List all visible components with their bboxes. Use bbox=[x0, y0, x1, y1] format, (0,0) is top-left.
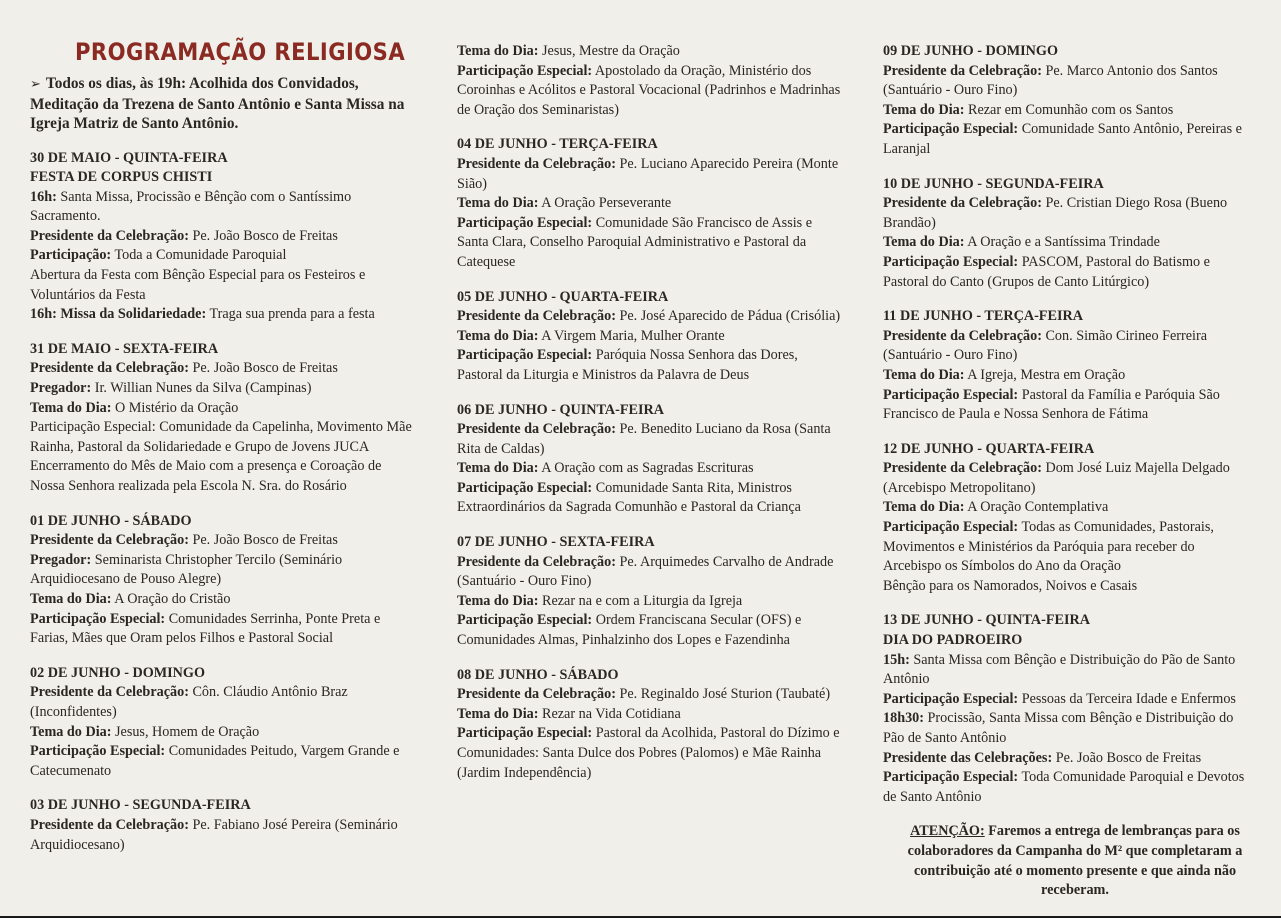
day-line: Presidente da Celebração: Pe. Benedito Luciano da Rosa (Santa Rita de Caldas) bbox=[457, 421, 831, 457]
day-heading: 01 DE JUNHO - SÁBADO bbox=[30, 512, 192, 529]
day-line: Participação Especial: PASCOM, Pastoral do Batismo e Pastoral do Canto (Grupos de Canto Litúrgico) bbox=[883, 253, 1210, 290]
column-middle bbox=[457, 42, 842, 798]
day-line: Tema do Dia: Rezar em Comunhão com os Santos bbox=[883, 101, 1174, 118]
day-line: Participação Especial: Todas as Comunidades, Pastorais, Movimentos e Ministérios da Paróquia para receber do Arcebispo os Símbolos do Ano da Oração bbox=[883, 519, 1214, 575]
day-line: Presidente da Celebração: Pe. João Bosco de Freitas bbox=[30, 227, 338, 244]
day-line: Abertura da Festa com Bênção Especial para os Festeiros e Voluntários da Festa bbox=[30, 267, 366, 303]
day-heading: 08 DE JUNHO - SÁBADO bbox=[457, 666, 619, 683]
day-block-june-09 bbox=[883, 42, 1253, 160]
day-line: Participação: Toda a Comunidade Paroquial bbox=[30, 247, 287, 264]
day-line: Pregador: Seminarista Christopher Tercilo (Seminário Arquidiocesano de Pouso Alegre) bbox=[30, 551, 343, 588]
day-line: Participação Especial: Paróquia Nossa Senhora das Dores, Pastoral da Liturgia e Ministros da Palavra de Deus bbox=[457, 347, 798, 383]
day-line: Participação Especial: Comunidade Santo Antônio, Pereiras e Laranjal bbox=[883, 121, 1242, 157]
day-line: Presidente da Celebração: Pe. Marco Antonio dos Santos (Santuário - Ouro Fino) bbox=[883, 62, 1218, 99]
day-line: Tema do Dia: Jesus, Mestre da Oração bbox=[457, 43, 680, 59]
day-line: Tema do Dia: A Oração Perseverante bbox=[457, 195, 672, 212]
day-line: Participação Especial: Pastoral da Família e Paróquia São Francisco de Paula e Nossa Senhora de Fátima bbox=[883, 386, 1220, 423]
day-line: 18h30: Procissão, Santa Missa com Bênção e Distribuição do Pão de Santo Antônio bbox=[883, 710, 1234, 746]
day-heading: 12 DE JUNHO - QUARTA-FEIRA bbox=[883, 440, 1095, 457]
day-line: Presidente da Celebração: Pe. Fabiano José Pereira (Seminário Arquidiocesano) bbox=[30, 816, 398, 853]
day-line: Presidente da Celebração: Côn. Cláudio Antônio Braz (Inconfidentes) bbox=[30, 684, 348, 720]
day-heading: 31 DE MAIO - SEXTA-FEIRA bbox=[30, 340, 219, 357]
day-subheading: DIA DO PADROEIRO bbox=[883, 632, 1023, 649]
day-heading: 10 DE JUNHO - SEGUNDA-FEIRA bbox=[883, 175, 1104, 192]
day-heading: 05 DE JUNHO - QUARTA-FEIRA bbox=[457, 288, 669, 305]
day-line: Participação Especial: Pessoas da Terceira Idade e Enfermos bbox=[883, 690, 1236, 707]
day-block-may-30 bbox=[30, 149, 415, 325]
day-heading: 07 DE JUNHO - SEXTA-FEIRA bbox=[457, 534, 655, 551]
day-heading: 13 DE JUNHO - QUINTA-FEIRA bbox=[883, 612, 1091, 629]
day-line: Pregador: Ir. Willian Nunes da Silva (Campinas) bbox=[30, 380, 312, 397]
day-block-june-10 bbox=[883, 175, 1253, 293]
day-heading: 30 DE MAIO - QUINTA-FEIRA bbox=[30, 149, 228, 166]
page-title: PROGRAMAÇÃO RELIGIOSA bbox=[75, 38, 406, 66]
day-line: Presidente da Celebração: Pe. Luciano Aparecido Pereira (Monte Sião) bbox=[457, 155, 839, 192]
day-line: Tema do Dia: A Virgem Maria, Mulher Orante bbox=[457, 327, 725, 344]
day-subheading: FESTA DE CORPUS CHISTI bbox=[30, 169, 213, 186]
day-line: Presidente da Celebração: Pe. Arquimedes Carvalho de Andrade (Santuário - Ouro Fino) bbox=[457, 553, 834, 590]
day-line: 16h: Santa Missa, Procissão e Bênção com o Santíssimo Sacramento. bbox=[30, 188, 352, 225]
day-line: 16h: Missa da Solidariedade: Traga sua prenda para a festa bbox=[30, 306, 375, 323]
arrow-bullet-icon: ➢ bbox=[30, 77, 41, 92]
day-block-june-01 bbox=[30, 512, 415, 649]
day-heading: 11 DE JUNHO - TERÇA-FEIRA bbox=[883, 308, 1083, 325]
day-line: Participação Especial: Comunidades Serrinha, Ponte Preta e Farias, Mães que Oram pelos Filhos e Pastoral Social bbox=[30, 610, 381, 647]
day-heading: 09 DE JUNHO - DOMINGO bbox=[883, 43, 1058, 59]
day-line: Participação Especial: Comunidade Santa Rita, Ministros Extraordinários da Sagrada Comunhão e Pastoral da Criança bbox=[457, 479, 801, 516]
day-heading: 02 DE JUNHO - DOMINGO bbox=[30, 664, 205, 681]
day-heading: 06 DE JUNHO - QUINTA-FEIRA bbox=[457, 401, 665, 418]
day-line: Tema do Dia: Jesus, Homem de Oração bbox=[30, 723, 260, 740]
day-line: Presidente da Celebração: Dom José Luiz Majella Delgado (Arcebispo Metropolitano) bbox=[883, 460, 1230, 496]
day-line: Tema do Dia: O Mistério da Oração bbox=[30, 399, 239, 416]
day-block-june-03-part2 bbox=[457, 42, 842, 120]
attention-notice: ATENÇÃO: Faremos a entrega de lembranças para os colaboradores da Campanha do M² que completaram a contribuição até o momento presente e que ainda não receberam. bbox=[907, 823, 1243, 899]
day-line: Presidente da Celebração: Pe. Reginaldo José Sturion (Taubaté) bbox=[457, 686, 831, 703]
day-line: Presidente da Celebração: Pe. João Bosco de Freitas bbox=[30, 360, 338, 377]
day-line: Presidente da Celebração: Con. Simão Cirineo Ferreira (Santuário - Ouro Fino) bbox=[883, 327, 1208, 364]
day-line: Presidente da Celebração: Pe. João Bosco de Freitas bbox=[30, 532, 338, 549]
day-line: Presidente das Celebrações: Pe. João Bosco de Freitas bbox=[883, 749, 1202, 766]
day-block-june-05 bbox=[457, 288, 842, 386]
day-line: Tema do Dia: Rezar na e com a Liturgia da Igreja bbox=[457, 592, 743, 609]
day-line: Tema do Dia: Rezar na Vida Cotidiana bbox=[457, 705, 681, 722]
day-block-june-02 bbox=[30, 664, 415, 782]
day-line: Participação Especial: Comunidade da Capelinha, Movimento Mãe Rainha, Pastoral da Solidariedade e Grupo de Jovens JUCA bbox=[30, 419, 412, 455]
day-heading: 03 DE JUNHO - SEGUNDA-FEIRA bbox=[30, 797, 251, 814]
day-line: Tema do Dia: A Oração com as Sagradas Escrituras bbox=[457, 460, 754, 477]
day-line: Participação Especial: Toda Comunidade Paroquial e Devotos de Santo Antônio bbox=[883, 769, 1245, 805]
day-block-may-31 bbox=[30, 340, 415, 497]
column-left bbox=[30, 38, 415, 870]
day-line: 15h: Santa Missa com Bênção e Distribuição do Pão de Santo Antônio bbox=[883, 651, 1236, 688]
intro-note: ➢ Todos os dias, às 19h: Acolhida dos Convidados, Meditação da Trezena de Santo Antônio e Santa Missa na Igreja Matriz de Santo Antônio. bbox=[30, 75, 405, 132]
day-block-june-03-part1 bbox=[30, 796, 415, 855]
day-block-june-08 bbox=[457, 666, 842, 784]
day-heading: 04 DE JUNHO - TERÇA-FEIRA bbox=[457, 136, 658, 153]
day-line: Participação Especial: Apostolado da Oração, Ministério dos Coroinhas e Acólitos e Pastoral Vocacional (Padrinhos e Madrinhas de Oração dos Seminaristas) bbox=[457, 62, 841, 118]
column-right bbox=[883, 42, 1253, 901]
day-line: Participação Especial: Ordem Franciscana Secular (OFS) e Comunidades Almas, Pinhalzinho dos Lopes e Fazendinha bbox=[457, 612, 802, 649]
day-line: Presidente da Celebração: Pe. Cristian Diego Rosa (Bueno Brandão) bbox=[883, 195, 1228, 231]
day-line: Tema do Dia: A Oração Contemplativa bbox=[883, 499, 1109, 516]
day-block-june-12 bbox=[883, 440, 1253, 597]
day-line: Tema do Dia: A Oração e a Santíssima Trindade bbox=[883, 234, 1160, 251]
day-line: Tema do Dia: A Oração do Cristão bbox=[30, 590, 231, 607]
day-block-june-13 bbox=[883, 611, 1253, 807]
day-line: Presidente da Celebração: Pe. José Aparecido de Pádua (Crisólia) bbox=[457, 308, 841, 325]
day-line: Participação Especial: Pastoral da Acolhida, Pastoral do Dízimo e Comunidades: Santa Dulce dos Pobres (Palomos) e Mãe Rainha (Jardim Independência) bbox=[457, 725, 840, 781]
day-line: Encerramento do Mês de Maio com a presença e Coroação de Nossa Senhora realizada pela Escola N. Sra. do Rosário bbox=[30, 458, 382, 494]
day-line: Participação Especial: Comunidades Peitudo, Vargem Grande e Catecumenato bbox=[30, 743, 400, 779]
day-block-june-04 bbox=[457, 135, 842, 272]
day-block-june-06 bbox=[457, 401, 842, 519]
day-line: Bênção para os Namorados, Noivos e Casais bbox=[883, 577, 1138, 594]
day-line: Tema do Dia: A Igreja, Mestra em Oração bbox=[883, 366, 1126, 383]
day-line: Participação Especial: Comunidade São Francisco de Assis e Santa Clara, Conselho Paroquial Administrativo e Pastoral da Catequese bbox=[457, 214, 813, 270]
day-block-june-07 bbox=[457, 533, 842, 651]
day-block-june-11 bbox=[883, 307, 1253, 425]
